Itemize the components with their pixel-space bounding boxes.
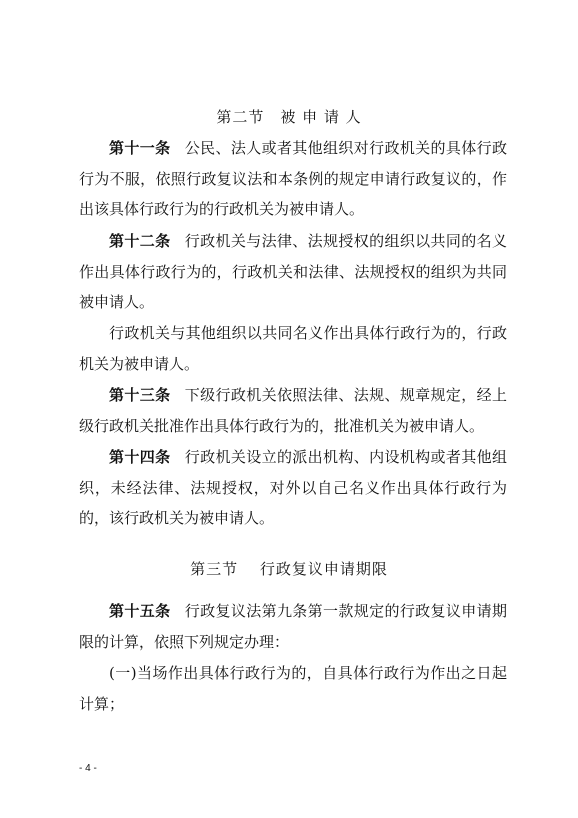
article-12-text: 行政机关与法律、法规授权的组织以共同的名义作出具体行政行为的，行政机关和法律、法规授权的组织为共同被申请人。 xyxy=(79,232,507,311)
page-number: - 4 - xyxy=(79,763,97,774)
article-13-text: 下级行政机关依照法律、法规、规章规定，经上级行政机关批准作出具体行政行为的，批准机关为被申请人。 xyxy=(79,386,507,435)
article-13-label: 第十三条 xyxy=(109,386,171,404)
article-15-text: 行政复议法第九条第一款规定的行政复议申请期限的计算，依照下列规定办理： xyxy=(79,602,507,651)
article-12-paragraph-2: 行政机关与其他组织以共同名义作出具体行政行为的，行政机关为被申请人。 xyxy=(79,324,507,373)
article-11-paragraph xyxy=(79,133,507,225)
section-title-respondent: 第二节 被 申 请 人 xyxy=(216,108,362,126)
article-13-paragraph xyxy=(79,380,507,441)
article-11-label: 第十一条 xyxy=(109,139,171,157)
article-14-label: 第十四条 xyxy=(109,448,171,466)
article-14-text: 行政机关设立的派出机构、内设机构或者其他组织，未经法律、法规授权，对外以自己名义作出具体行政行为的，该行政机关为被申请人。 xyxy=(79,448,507,527)
article-14-paragraph xyxy=(79,442,507,534)
section-title-application-period: 第三节 行政复议申请期限 xyxy=(190,560,388,578)
article-12-label: 第十二条 xyxy=(109,232,171,250)
article-15-item-1: (一)当场作出具体行政行为的，自具体行政行为作出之日起计算； xyxy=(79,664,507,713)
article-15-paragraph xyxy=(79,596,507,657)
article-15-label: 第十五条 xyxy=(109,602,171,620)
article-12-paragraph xyxy=(79,226,507,318)
article-11-text: 公民、法人或者其他组织对行政机关的具体行政行为不服，依照行政复议法和本条例的规定申请行政复议的，作出该具体行政行为的行政机关为被申请人。 xyxy=(79,139,507,218)
